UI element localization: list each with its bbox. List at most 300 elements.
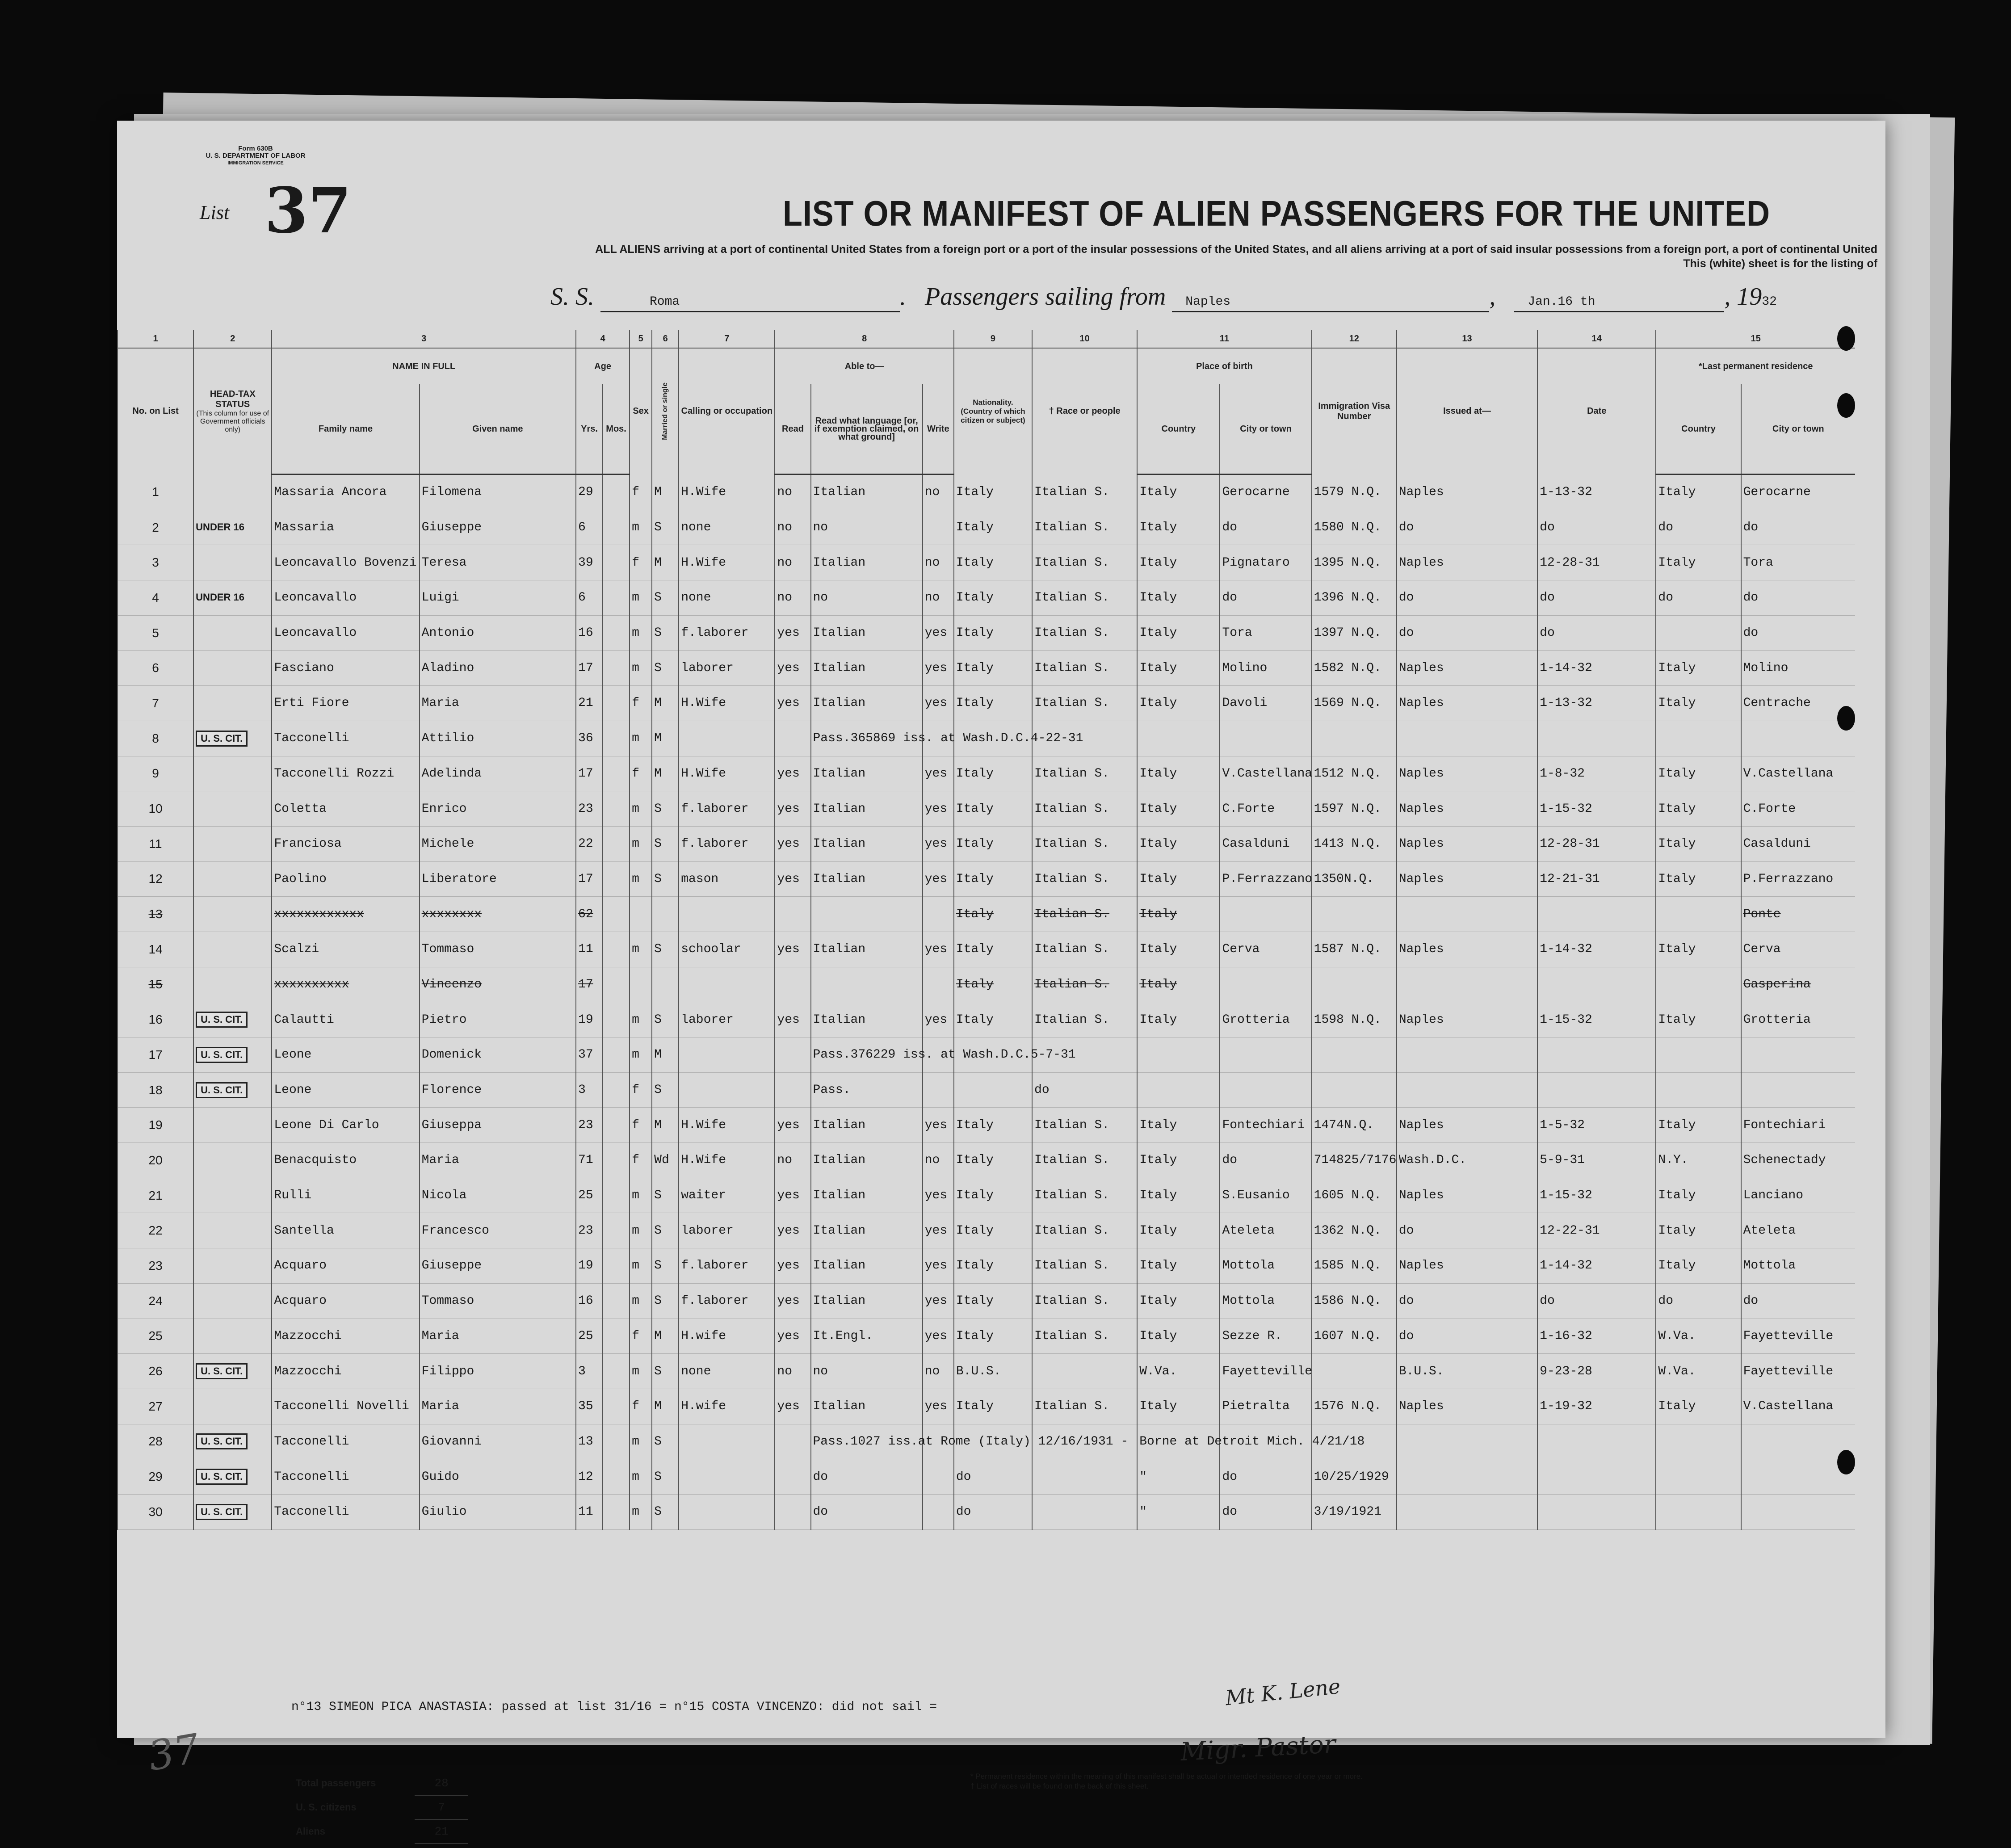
residence-country: do: [1656, 510, 1741, 545]
nationality: Italy: [954, 897, 1032, 932]
marital-status: S: [652, 615, 679, 651]
sailing-label: Passengers sailing from: [925, 283, 1166, 311]
subtitle: [358, 242, 1877, 271]
can-read: yes: [775, 1108, 810, 1143]
totals-block: [296, 1772, 468, 1844]
occupation: H.Wife: [679, 475, 775, 510]
residence-country: Italy: [1656, 861, 1741, 897]
age-years: 11: [576, 1494, 603, 1529]
nationality: do: [954, 1459, 1032, 1495]
sex: m: [630, 615, 652, 651]
visa-number: 3/19/1921: [1312, 1494, 1397, 1529]
residence-city: Centrache: [1741, 686, 1855, 721]
residence-country: [1656, 897, 1741, 932]
visa-number: 1586 N.Q.: [1312, 1283, 1397, 1319]
family-name: Massaria Ancora: [272, 475, 419, 510]
birth-city: Grotteria: [1220, 1002, 1311, 1037]
birth-country: Italy: [1137, 861, 1220, 897]
visa-date: 5-9-31: [1537, 1143, 1656, 1178]
issued-at: Naples: [1397, 651, 1537, 686]
column-number: 10: [1032, 330, 1137, 348]
voyage-line: S. S. Roma . Passengers sailing from Naples , Jan.16 th , 1932: [550, 282, 1777, 312]
can-write: [923, 1072, 954, 1108]
head-tax-stamp: U. S. CIT.: [196, 1047, 248, 1063]
age-months: [603, 545, 630, 580]
given-name: Giulio: [420, 1494, 576, 1529]
race: Italian S.: [1032, 897, 1137, 932]
visa-number: 1396 N.Q.: [1312, 580, 1397, 616]
residence-country: Italy: [1656, 1002, 1741, 1037]
birth-city: Pignataro: [1220, 545, 1311, 580]
row-number: 4: [118, 580, 193, 616]
issued-at: [1397, 967, 1537, 1002]
age-years: 22: [576, 826, 603, 861]
family-name: Acquaro: [272, 1248, 419, 1284]
birth-country: Italy: [1137, 686, 1220, 721]
row-number: 3: [118, 545, 193, 580]
sex: m: [630, 1459, 652, 1495]
sex: [630, 967, 652, 1002]
visa-number: [1312, 897, 1397, 932]
occupation: [679, 1037, 775, 1073]
read-language: do: [811, 1459, 923, 1495]
row-number: 15: [118, 967, 193, 1002]
column-number: 13: [1397, 330, 1537, 348]
age-years: 19: [576, 1248, 603, 1284]
age-years: 3: [576, 1354, 603, 1389]
form-number: Form 630B: [238, 145, 273, 152]
can-read: [775, 1424, 810, 1459]
residence-city: V.Castellana: [1741, 1389, 1855, 1424]
race: Italian S.: [1032, 1213, 1137, 1248]
total-passengers-value: 28: [415, 1772, 468, 1796]
read-language: Pass.365869 iss. at Wash.D.C.4-22-31: [811, 721, 923, 756]
can-write: yes: [923, 1213, 954, 1248]
visa-date: 1-15-32: [1537, 1002, 1656, 1037]
issued-at: do: [1397, 1283, 1537, 1319]
nationality: Italy: [954, 510, 1032, 545]
can-read: no: [775, 1143, 810, 1178]
birth-city: do: [1220, 1494, 1311, 1529]
binding-hole: [1837, 326, 1855, 351]
column-number: 1: [118, 330, 193, 348]
head-tax-status: [193, 1354, 272, 1389]
residence-city: [1741, 1037, 1855, 1073]
birth-country: Italy: [1137, 1143, 1220, 1178]
can-write: yes: [923, 791, 954, 827]
read-language: Italian: [811, 651, 923, 686]
can-write: yes: [923, 686, 954, 721]
header-sex: Sex: [630, 348, 652, 475]
residence-country: Italy: [1656, 1178, 1741, 1213]
row-number: 26: [118, 1354, 193, 1389]
read-language: Italian: [811, 1108, 923, 1143]
race: Italian S.: [1032, 826, 1137, 861]
read-language: [811, 967, 923, 1002]
given-name: Filomena: [420, 475, 576, 510]
header-city: City or town: [1220, 384, 1311, 475]
can-write: yes: [923, 932, 954, 967]
header-res-country: Country: [1656, 384, 1741, 475]
nationality: Italy: [954, 686, 1032, 721]
read-language: Pass.1027 iss.at Rome (Italy) 12/16/1931 -: [811, 1424, 923, 1459]
can-write: no: [923, 1354, 954, 1389]
visa-number: [1312, 1072, 1397, 1108]
manifest-sheet: [117, 121, 1885, 1838]
aliens-value: 21: [415, 1820, 468, 1844]
family-name: Tacconelli: [272, 1424, 419, 1459]
occupation: H.wife: [679, 1389, 775, 1424]
residence-country: W.Va.: [1656, 1354, 1741, 1389]
us-citizens-value: 7: [415, 1796, 468, 1820]
visa-date: 1-14-32: [1537, 1248, 1656, 1284]
issued-at: [1397, 1424, 1537, 1459]
can-write: no: [923, 1143, 954, 1178]
residence-city: Molino: [1741, 651, 1855, 686]
nationality: Italy: [954, 1319, 1032, 1354]
column-number: 11: [1137, 330, 1311, 348]
marital-status: S: [652, 932, 679, 967]
sex: m: [630, 1283, 652, 1319]
residence-city: do: [1741, 580, 1855, 616]
residence-city: Schenectady: [1741, 1143, 1855, 1178]
age-months: [603, 580, 630, 616]
residence-country: Italy: [1656, 1108, 1741, 1143]
head-tax-status: [193, 686, 272, 721]
occupation: [679, 721, 775, 756]
race: Italian S.: [1032, 1108, 1137, 1143]
head-tax-status: [193, 1143, 272, 1178]
form-header: [202, 145, 309, 167]
can-read: yes: [775, 1248, 810, 1284]
table-row: [118, 932, 1855, 967]
visa-date: [1537, 1037, 1656, 1073]
visa-date: do: [1537, 615, 1656, 651]
table-row: [118, 1494, 1855, 1529]
head-tax-status: [193, 580, 272, 616]
age-months: [603, 1143, 630, 1178]
page-title: LIST OR MANIFEST OF ALIEN PASSENGERS FOR THE UNITED: [783, 193, 1770, 233]
birth-country: Italy: [1137, 1248, 1220, 1284]
issued-at: Naples: [1397, 1248, 1537, 1284]
race: Italian S.: [1032, 1002, 1137, 1037]
read-language: Italian: [811, 1283, 923, 1319]
visa-date: 12-28-31: [1537, 545, 1656, 580]
given-name: Tommaso: [420, 932, 576, 967]
age-months: [603, 1319, 630, 1354]
nationality: Italy: [954, 826, 1032, 861]
occupation: none: [679, 580, 775, 616]
nationality: Italy: [954, 1002, 1032, 1037]
given-name: Giuseppa: [420, 1108, 576, 1143]
given-name: xxxxxxxx: [420, 897, 576, 932]
residence-city: do: [1741, 1283, 1855, 1319]
occupation: schoolar: [679, 932, 775, 967]
residence-city: Fayetteville: [1741, 1319, 1855, 1354]
family-name: Tacconelli: [272, 721, 419, 756]
issued-at: do: [1397, 615, 1537, 651]
occupation: laborer: [679, 1213, 775, 1248]
issued-at: do: [1397, 510, 1537, 545]
issued-at: Naples: [1397, 686, 1537, 721]
birth-city: Davoli: [1220, 686, 1311, 721]
birth-city: [1220, 967, 1311, 1002]
birth-city: do: [1220, 1143, 1311, 1178]
can-read: no: [775, 545, 810, 580]
table-row: [118, 651, 1855, 686]
given-name: Giovanni: [420, 1424, 576, 1459]
issued-at: [1397, 721, 1537, 756]
row-number: 9: [118, 756, 193, 791]
sex: f: [630, 545, 652, 580]
header-nationality: Nationality. (Country of which citizen or subject): [954, 348, 1032, 475]
nationality: Italy: [954, 861, 1032, 897]
manifest-table: [117, 330, 1855, 1530]
read-language: Italian: [811, 545, 923, 580]
residence-country: Italy: [1656, 1389, 1741, 1424]
visa-date: do: [1537, 510, 1656, 545]
can-read: yes: [775, 686, 810, 721]
passenger-rows: [118, 475, 1855, 1530]
visa-date: 1-8-32: [1537, 756, 1656, 791]
residence-city: do: [1741, 510, 1855, 545]
birth-country: Italy: [1137, 756, 1220, 791]
head-tax-stamp: U. S. CIT.: [196, 1082, 248, 1098]
residence-country: Italy: [1656, 932, 1741, 967]
residence-country: Italy: [1656, 686, 1741, 721]
family-name: Santella: [272, 1213, 419, 1248]
residence-country: [1656, 1459, 1741, 1495]
head-tax-status: [193, 897, 272, 932]
age-months: [603, 721, 630, 756]
race: Italian S.: [1032, 791, 1137, 827]
residence-city: Gerocarne: [1741, 475, 1855, 510]
row-number: 10: [118, 791, 193, 827]
residence-country: Italy: [1656, 826, 1741, 861]
occupation: H.Wife: [679, 1108, 775, 1143]
marital-status: S: [652, 1283, 679, 1319]
table-row: [118, 756, 1855, 791]
read-language: no: [811, 580, 923, 616]
visa-date: 1-15-32: [1537, 791, 1656, 827]
residence-city: Ponte: [1741, 897, 1855, 932]
issued-at: Naples: [1397, 826, 1537, 861]
residence-city: [1741, 1424, 1855, 1459]
visa-number: 1607 N.Q.: [1312, 1319, 1397, 1354]
nationality: Italy: [954, 1178, 1032, 1213]
marital-status: [652, 967, 679, 1002]
visa-date: [1537, 1494, 1656, 1529]
head-tax-status: [193, 1213, 272, 1248]
nationality: Italy: [954, 967, 1032, 1002]
service: IMMIGRATION SERVICE: [227, 160, 284, 166]
marital-status: M: [652, 1389, 679, 1424]
residence-city: [1741, 1494, 1855, 1529]
visa-date: [1537, 721, 1656, 756]
head-tax-stamp: U. S. CIT.: [196, 731, 248, 747]
nationality: Italy: [954, 580, 1032, 616]
can-write: no: [923, 475, 954, 510]
visa-number: 1350N.Q.: [1312, 861, 1397, 897]
table-row: [118, 1248, 1855, 1284]
sex: m: [630, 1424, 652, 1459]
visa-number: 1597 N.Q.: [1312, 791, 1397, 827]
nationality: B.U.S.: [954, 1354, 1032, 1389]
header-yrs: Yrs.: [576, 384, 603, 475]
head-tax-stamp: UNDER 16: [196, 592, 244, 603]
table-row: [118, 1389, 1855, 1424]
birth-country: [1137, 1072, 1220, 1108]
list-number: 37: [264, 174, 352, 248]
visa-date: 1-19-32: [1537, 1389, 1656, 1424]
birth-country: Italy: [1137, 897, 1220, 932]
race: do: [1032, 1072, 1137, 1108]
race: Italian S.: [1032, 967, 1137, 1002]
age-years: 6: [576, 510, 603, 545]
visa-number: 1512 N.Q.: [1312, 756, 1397, 791]
visa-date: 1-16-32: [1537, 1319, 1656, 1354]
race: [1032, 1354, 1137, 1389]
marital-status: S: [652, 791, 679, 827]
row-number: 5: [118, 615, 193, 651]
row-number: 18: [118, 1072, 193, 1108]
column-number: 15: [1656, 330, 1855, 348]
given-name: Tommaso: [420, 1283, 576, 1319]
age-months: [603, 475, 630, 510]
head-tax-stamp: U. S. CIT.: [196, 1469, 248, 1485]
age-years: 62: [576, 897, 603, 932]
occupation: laborer: [679, 651, 775, 686]
read-language: Italian: [811, 1143, 923, 1178]
visa-date: [1537, 967, 1656, 1002]
issued-at: [1397, 897, 1537, 932]
table-row: [118, 791, 1855, 827]
header-head-tax: [193, 348, 272, 475]
sex: f: [630, 1389, 652, 1424]
header-able-to: Able to—: [775, 348, 953, 384]
nationality: Italy: [954, 791, 1032, 827]
residence-country: Italy: [1656, 1248, 1741, 1284]
age-months: [603, 756, 630, 791]
family-name: Paolino: [272, 861, 419, 897]
birth-city: Cerva: [1220, 932, 1311, 967]
header-last-residence: *Last permanent residence: [1656, 348, 1855, 384]
age-years: 23: [576, 1108, 603, 1143]
marital-status: S: [652, 1178, 679, 1213]
table-row: [118, 1108, 1855, 1143]
marital-status: M: [652, 1319, 679, 1354]
head-tax-status: [193, 932, 272, 967]
issued-at: Naples: [1397, 1002, 1537, 1037]
head-tax-stamp: UNDER 16: [196, 521, 244, 533]
row-number: 6: [118, 651, 193, 686]
head-tax-status: [193, 1459, 272, 1495]
birth-country: Italy: [1137, 545, 1220, 580]
marital-status: M: [652, 1037, 679, 1073]
birth-city: [1220, 1072, 1311, 1108]
age-months: [603, 826, 630, 861]
sex: m: [630, 1002, 652, 1037]
binding-hole: [1837, 1450, 1855, 1474]
age-years: 37: [576, 1037, 603, 1073]
footnote-races: † List of races will be found on the back of this sheet.: [970, 1782, 1149, 1790]
read-language: Italian: [811, 1248, 923, 1284]
age-months: [603, 1072, 630, 1108]
marital-status: S: [652, 1459, 679, 1495]
department: U. S. DEPARTMENT OF LABOR: [206, 152, 306, 160]
manifest-table-wrap: [117, 330, 1882, 1530]
marital-status: S: [652, 861, 679, 897]
read-language: Italian: [811, 475, 923, 510]
manifest-note: n°13 SIMEON PICA ANASTASIA: passed at list 31/16 = n°15 COSTA VINCENZO: did not sail =: [291, 1700, 937, 1714]
marital-status: S: [652, 1354, 679, 1389]
age-years: 23: [576, 791, 603, 827]
visa-number: 1362 N.Q.: [1312, 1213, 1397, 1248]
head-tax-status: [193, 1037, 272, 1073]
table-row: [118, 510, 1855, 545]
birth-country: Italy: [1137, 932, 1220, 967]
residence-city: Mottola: [1741, 1248, 1855, 1284]
head-tax-status: [193, 791, 272, 827]
residence-country: [1656, 721, 1741, 756]
header-read-what: Read what language [or, if exemption claimed, on what ground]: [811, 384, 923, 475]
read-language: Italian: [811, 826, 923, 861]
header-res-city: City or town: [1741, 384, 1855, 475]
residence-country: W.Va.: [1656, 1319, 1741, 1354]
family-name: Calautti: [272, 1002, 419, 1037]
issued-at: do: [1397, 1213, 1537, 1248]
visa-number: 1598 N.Q.: [1312, 1002, 1397, 1037]
given-name: Francesco: [420, 1213, 576, 1248]
age-months: [603, 1424, 630, 1459]
family-name: Leoncavallo Bovenzi: [272, 545, 419, 580]
birth-country: Italy: [1137, 580, 1220, 616]
nationality: Italy: [954, 651, 1032, 686]
birth-city: Molino: [1220, 651, 1311, 686]
marital-status: S: [652, 1494, 679, 1529]
birth-country: Italy: [1137, 791, 1220, 827]
age-months: [603, 510, 630, 545]
age-months: [603, 1248, 630, 1284]
occupation: [679, 1072, 775, 1108]
row-number: 29: [118, 1459, 193, 1495]
head-tax-status: [193, 475, 272, 510]
issued-at: [1397, 1072, 1537, 1108]
issued-at: [1397, 1494, 1537, 1529]
nationality: Italy: [954, 1389, 1032, 1424]
ship-name: Roma: [650, 295, 680, 309]
sex: m: [630, 1037, 652, 1073]
can-write: yes: [923, 1108, 954, 1143]
family-name: Leone Di Carlo: [272, 1108, 419, 1143]
issued-at: Naples: [1397, 861, 1537, 897]
read-language: Pass.: [811, 1072, 923, 1108]
subtitle-line-2: This (white) sheet is for the listing of: [1683, 257, 1877, 270]
sex: f: [630, 686, 652, 721]
head-tax-stamp: U. S. CIT.: [196, 1504, 248, 1520]
occupation: [679, 967, 775, 1002]
handwritten-annotation: Mt K. Lene: [1224, 1674, 1342, 1710]
race: Italian S.: [1032, 1283, 1137, 1319]
race: Italian S.: [1032, 1143, 1137, 1178]
age-months: [603, 1283, 630, 1319]
birth-country: Italy: [1137, 510, 1220, 545]
can-read: [775, 1037, 810, 1073]
given-name: Adelinda: [420, 756, 576, 791]
residence-country: N.Y.: [1656, 1143, 1741, 1178]
visa-number: 1397 N.Q.: [1312, 615, 1397, 651]
residence-country: Italy: [1656, 545, 1741, 580]
